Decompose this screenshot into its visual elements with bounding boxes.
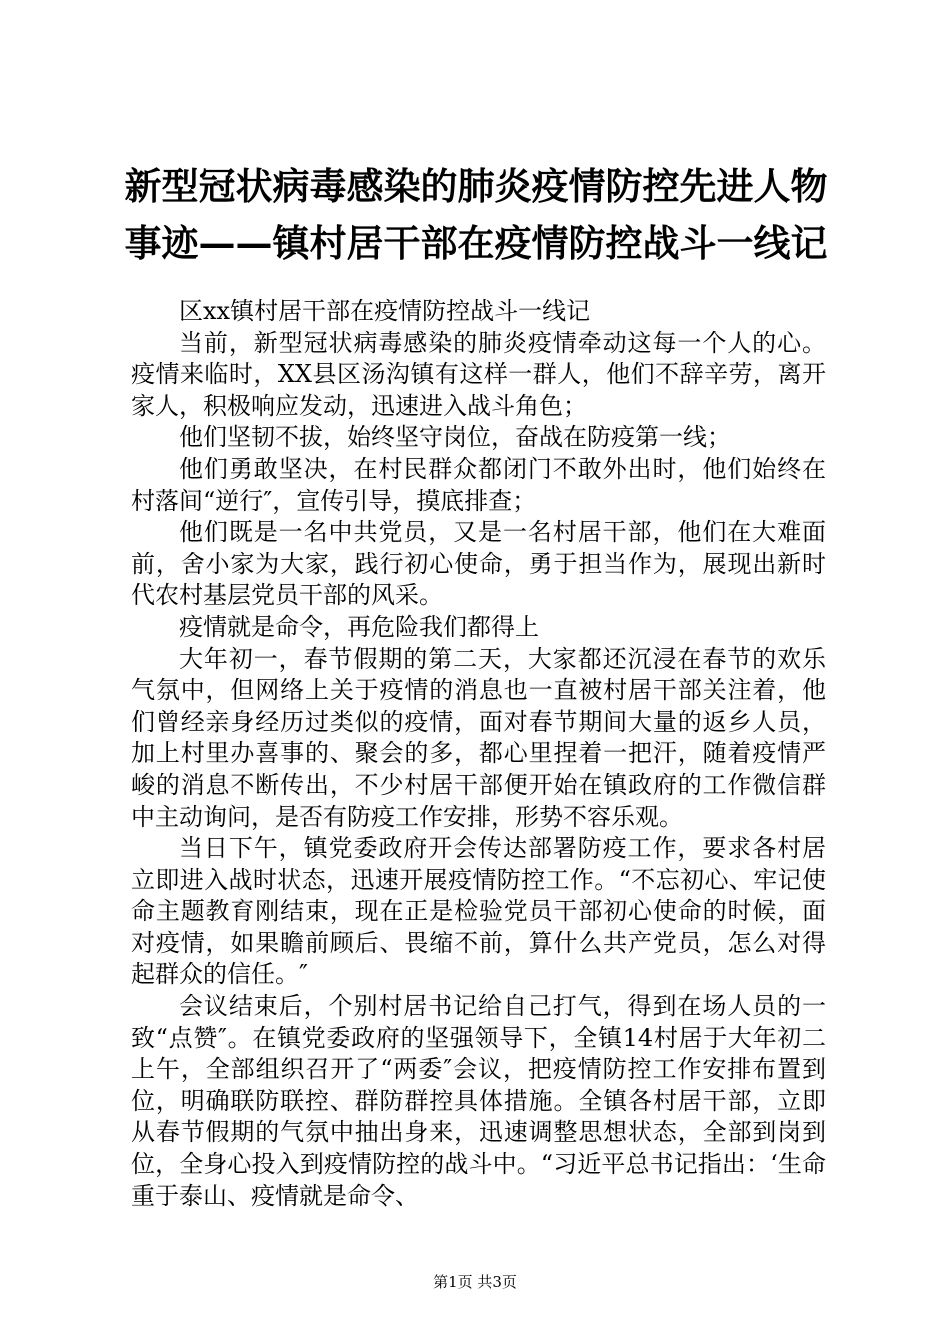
- body-paragraph: 他们既是一名中共党员，又是一名村居干部，他们在大难面前，舍小家为大家，践行初心使命，勇于担当作为，展现出新时代农村基层党员干部的风采。: [131, 518, 826, 610]
- document-title: 新型冠状病毒感染的肺炎疫情防控先进人物事迹——镇村居干部在疫情防控战斗一线记: [124, 164, 828, 265]
- body-paragraph: 会议结束后，个别村居书记给自己打气，得到在场人员的一致“点赞″。在镇党委政府的坚强领导下，全镇14村居于大年初二上午，全部组织召开了“两委″会议，把疫情防控工作安排布置到位，明确联防联控、群防群控具体措施。全镇各村居干部，立即从春节假期的气氛中抽出身来，迅速调整思想状态，全部到岗到位，全身心投入到疫情防控的战斗中。“习近平总书记指出：‘生命重于泰山、疫情就是命令、: [131, 992, 826, 1210]
- body-paragraph: 他们坚韧不拔，始终坚守岗位，奋战在防疫第一线；: [179, 423, 731, 452]
- body-paragraph: 他们勇敢坚决，在村民群众都闭门不敢外出时，他们始终在村落间“逆行″，宣传引导，摸底排查；: [131, 454, 826, 515]
- page-number: 第1页 共3页: [433, 1273, 517, 1291]
- body-paragraph: 大年初一，春节假期的第二天，大家都还沉浸在春节的欢乐气氛中，但网络上关于疫情的消息也一直被村居干部关注着，他们曾经亲身经历过类似的疫情，面对春节期间大量的返乡人员，加上村里办喜事的、聚会的多，都心里捏着一把汗，随着疫情严峻的消息不断传出，不少村居干部便开始在镇政府的工作微信群中主动询问，是否有防疫工作安排，形势不容乐观。: [131, 644, 826, 831]
- document-body: [131, 296, 826, 1212]
- subtitle-paragraph: 区xx镇村居干部在疫情防控战斗一线记: [179, 297, 591, 325]
- section-heading: 疫情就是命令，再危险我们都得上: [179, 612, 539, 641]
- body-paragraph: 当日下午，镇党委政府开会传达部署防疫工作，要求各村居立即进入战时状态，迅速开展疫情防控工作。“不忘初心、牢记使命主题教育刚结束，现在正是检验党员干部初心使命的时候，面对疫情，如果瞻前顾后、畏缩不前，算什么共产党员，怎么对得起群众的信任。″: [131, 834, 826, 989]
- body-paragraph: 当前，新型冠状病毒感染的肺炎疫情牵动这每一个人的心。疫情来临时，XX县区汤沟镇有这样一群人，他们不辞辛劳，离开家人，积极响应发动，迅速进入战斗角色；: [131, 328, 826, 420]
